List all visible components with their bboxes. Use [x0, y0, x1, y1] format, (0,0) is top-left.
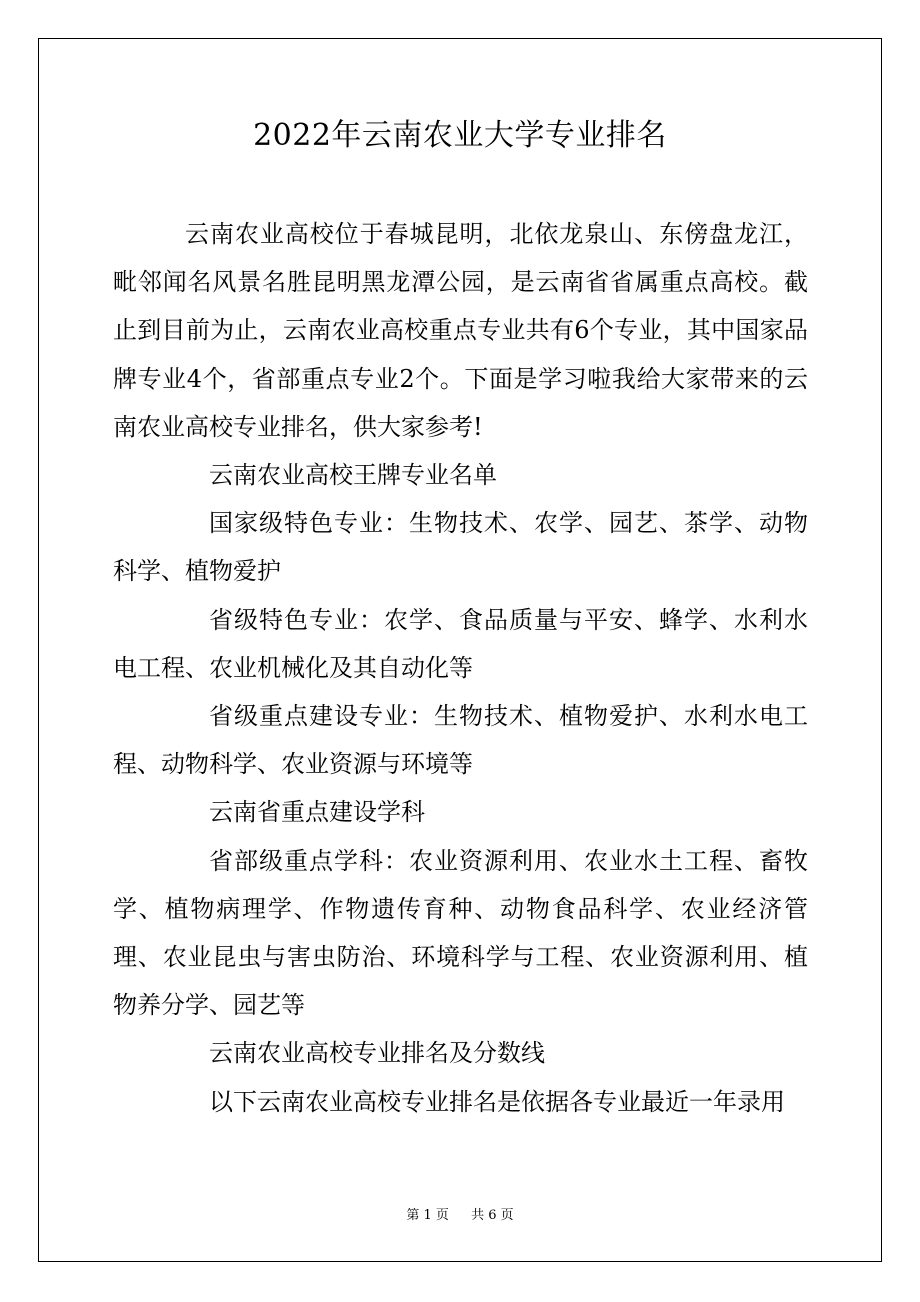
- paragraph-key-disciplines: 省部级重点学科：农业资源利用、农业水土工程、畜牧学、植物病理学、作物遗传育种、动物食品科学、农业经济管理、农业昆虫与害虫防治、环境科学与工程、农业资源利用、植物养分学、园艺等: [113, 846, 808, 1020]
- paragraph-heading-ranking: 云南农业高校专业排名及分数线: [209, 1039, 545, 1068]
- page-footer: [0, 1206, 920, 1226]
- paragraph-heading-disciplines: 云南省重点建设学科: [209, 798, 425, 827]
- paragraph-key-construction: 省级重点建设专业：生物技术、植物爱护、水利水电工程、动物科学、农业资源与环境等: [113, 702, 808, 779]
- paragraph-ranking-intro: 以下云南农业高校专业排名是依据各专业最近一年录用: [209, 1087, 785, 1116]
- page-total: 共 6 页: [471, 1208, 514, 1223]
- paragraph-heading-flagship: 云南农业高校王牌专业名单: [209, 461, 497, 490]
- document-title: 2022年云南农业大学专业排名: [253, 118, 667, 153]
- paragraph-national-majors: 国家级特色专业：生物技术、农学、园艺、茶学、动物科学、植物爱护: [113, 509, 808, 586]
- paragraph-intro: 云南农业高校位于春城昆明，北依龙泉山、东傍盘龙江，毗邻闻名风景名胜昆明黑龙潭公园，是云南省省属重点高校。截止到目前为止，云南农业高校重点专业共有6个专业，其中国家品牌专业4个，省部重点专业2个。下面是学习啦我给大家带来的云南农业高校专业排名，供大家参考!: [113, 220, 808, 441]
- paragraph-provincial-majors: 省级特色专业：农学、食品质量与平安、蜂学、水利水电工程、农业机械化及其自动化等: [113, 605, 808, 682]
- document-body: [113, 210, 808, 1126]
- page-number: 第 1 页: [406, 1208, 449, 1223]
